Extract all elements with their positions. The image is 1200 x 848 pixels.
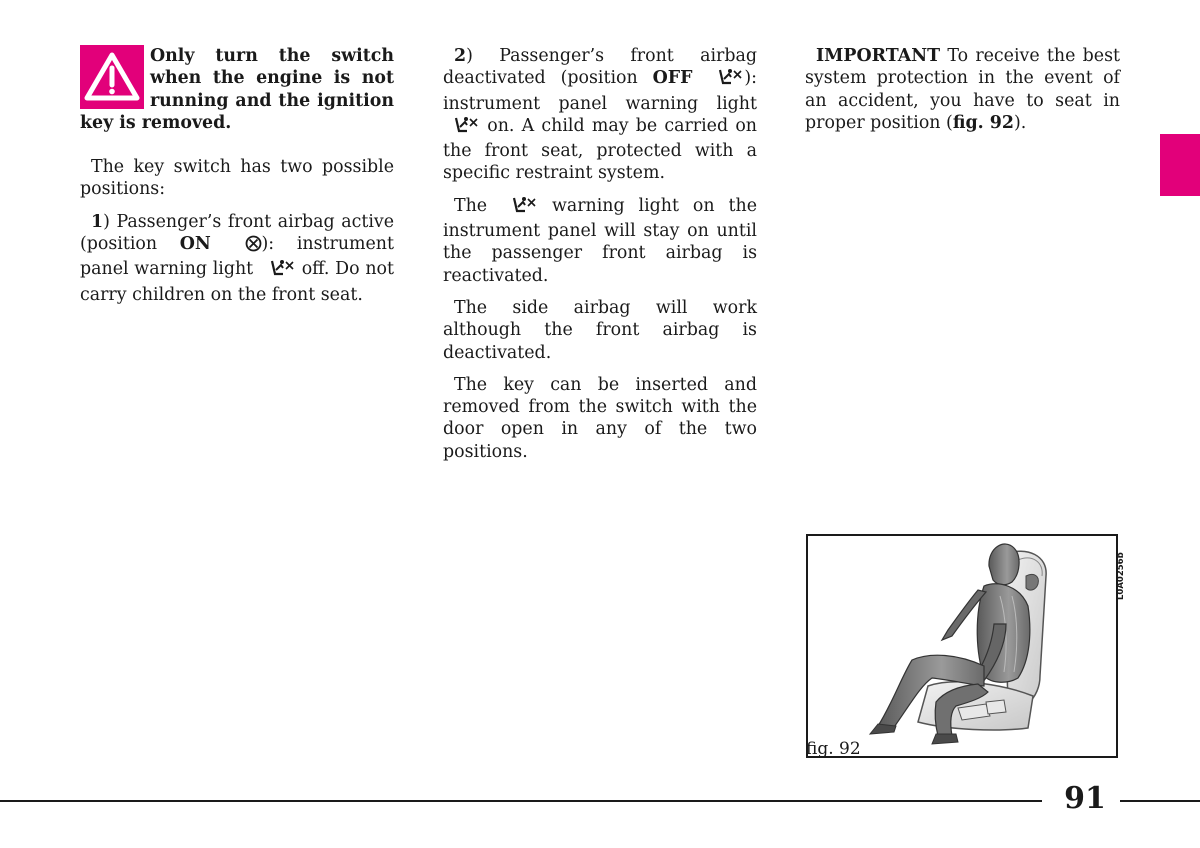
item-number: 1 <box>91 211 104 232</box>
important-label: IMPORTANT <box>816 46 941 66</box>
column-1 <box>80 45 394 316</box>
position-2-paragraph: 2) Passenger’s front airbag deactivated (position OFF ): instrument panel warning light on. A child may be carried on the front seat, protected with a specific restraint system. <box>443 46 757 184</box>
page-number: 91 <box>1064 781 1106 816</box>
figure-caption: fig. 92 <box>806 739 861 759</box>
airbag-off-icon <box>259 259 296 283</box>
side-airbag-paragraph: The side airbag will work although the front airbag is deactivated. <box>443 297 757 363</box>
important-paragraph: IMPORTANT To receive the best system protection in the event of an accident, you have to seat in proper position (fig. 92). <box>805 46 1120 133</box>
airbag-off-icon <box>443 116 480 140</box>
warning-box <box>80 45 394 134</box>
figure-seated-passenger <box>806 534 1118 758</box>
section-tab <box>1160 134 1200 196</box>
footer-rule-left <box>0 800 1042 802</box>
figure-reference: fig. 92 <box>952 112 1014 133</box>
seated-passenger-illustration <box>808 536 1116 756</box>
airbag-on-icon <box>234 235 262 258</box>
column-3 <box>805 45 1120 144</box>
warning-triangle-icon <box>80 45 144 109</box>
airbag-off-icon <box>707 68 744 92</box>
switch-intro: The key switch has two possible positions: <box>80 157 394 200</box>
warning-line-1: Only turn the switch <box>150 46 394 66</box>
column-2 <box>443 45 757 473</box>
footer-rule-right <box>1120 800 1200 802</box>
warning-line-4: key is removed. <box>80 112 232 133</box>
key-paragraph: The key can be inserted and removed from the switch with the door open in any of the two positions. <box>443 374 757 462</box>
airbag-off-icon <box>501 196 538 220</box>
warning-light-paragraph: The warning light on the instrument panel will stay on until the passenger front airbag is reactivated. <box>443 195 758 286</box>
warning-line-3: running and the ignition <box>150 90 394 111</box>
warning-line-2: when the engine is not <box>150 68 394 89</box>
position-1-paragraph: 1) Passenger’s front airbag active (position ON ): instrument panel warning light off. Do not carry children on the front seat. <box>80 211 395 305</box>
figure-code: L0A0256b <box>1116 552 1126 600</box>
